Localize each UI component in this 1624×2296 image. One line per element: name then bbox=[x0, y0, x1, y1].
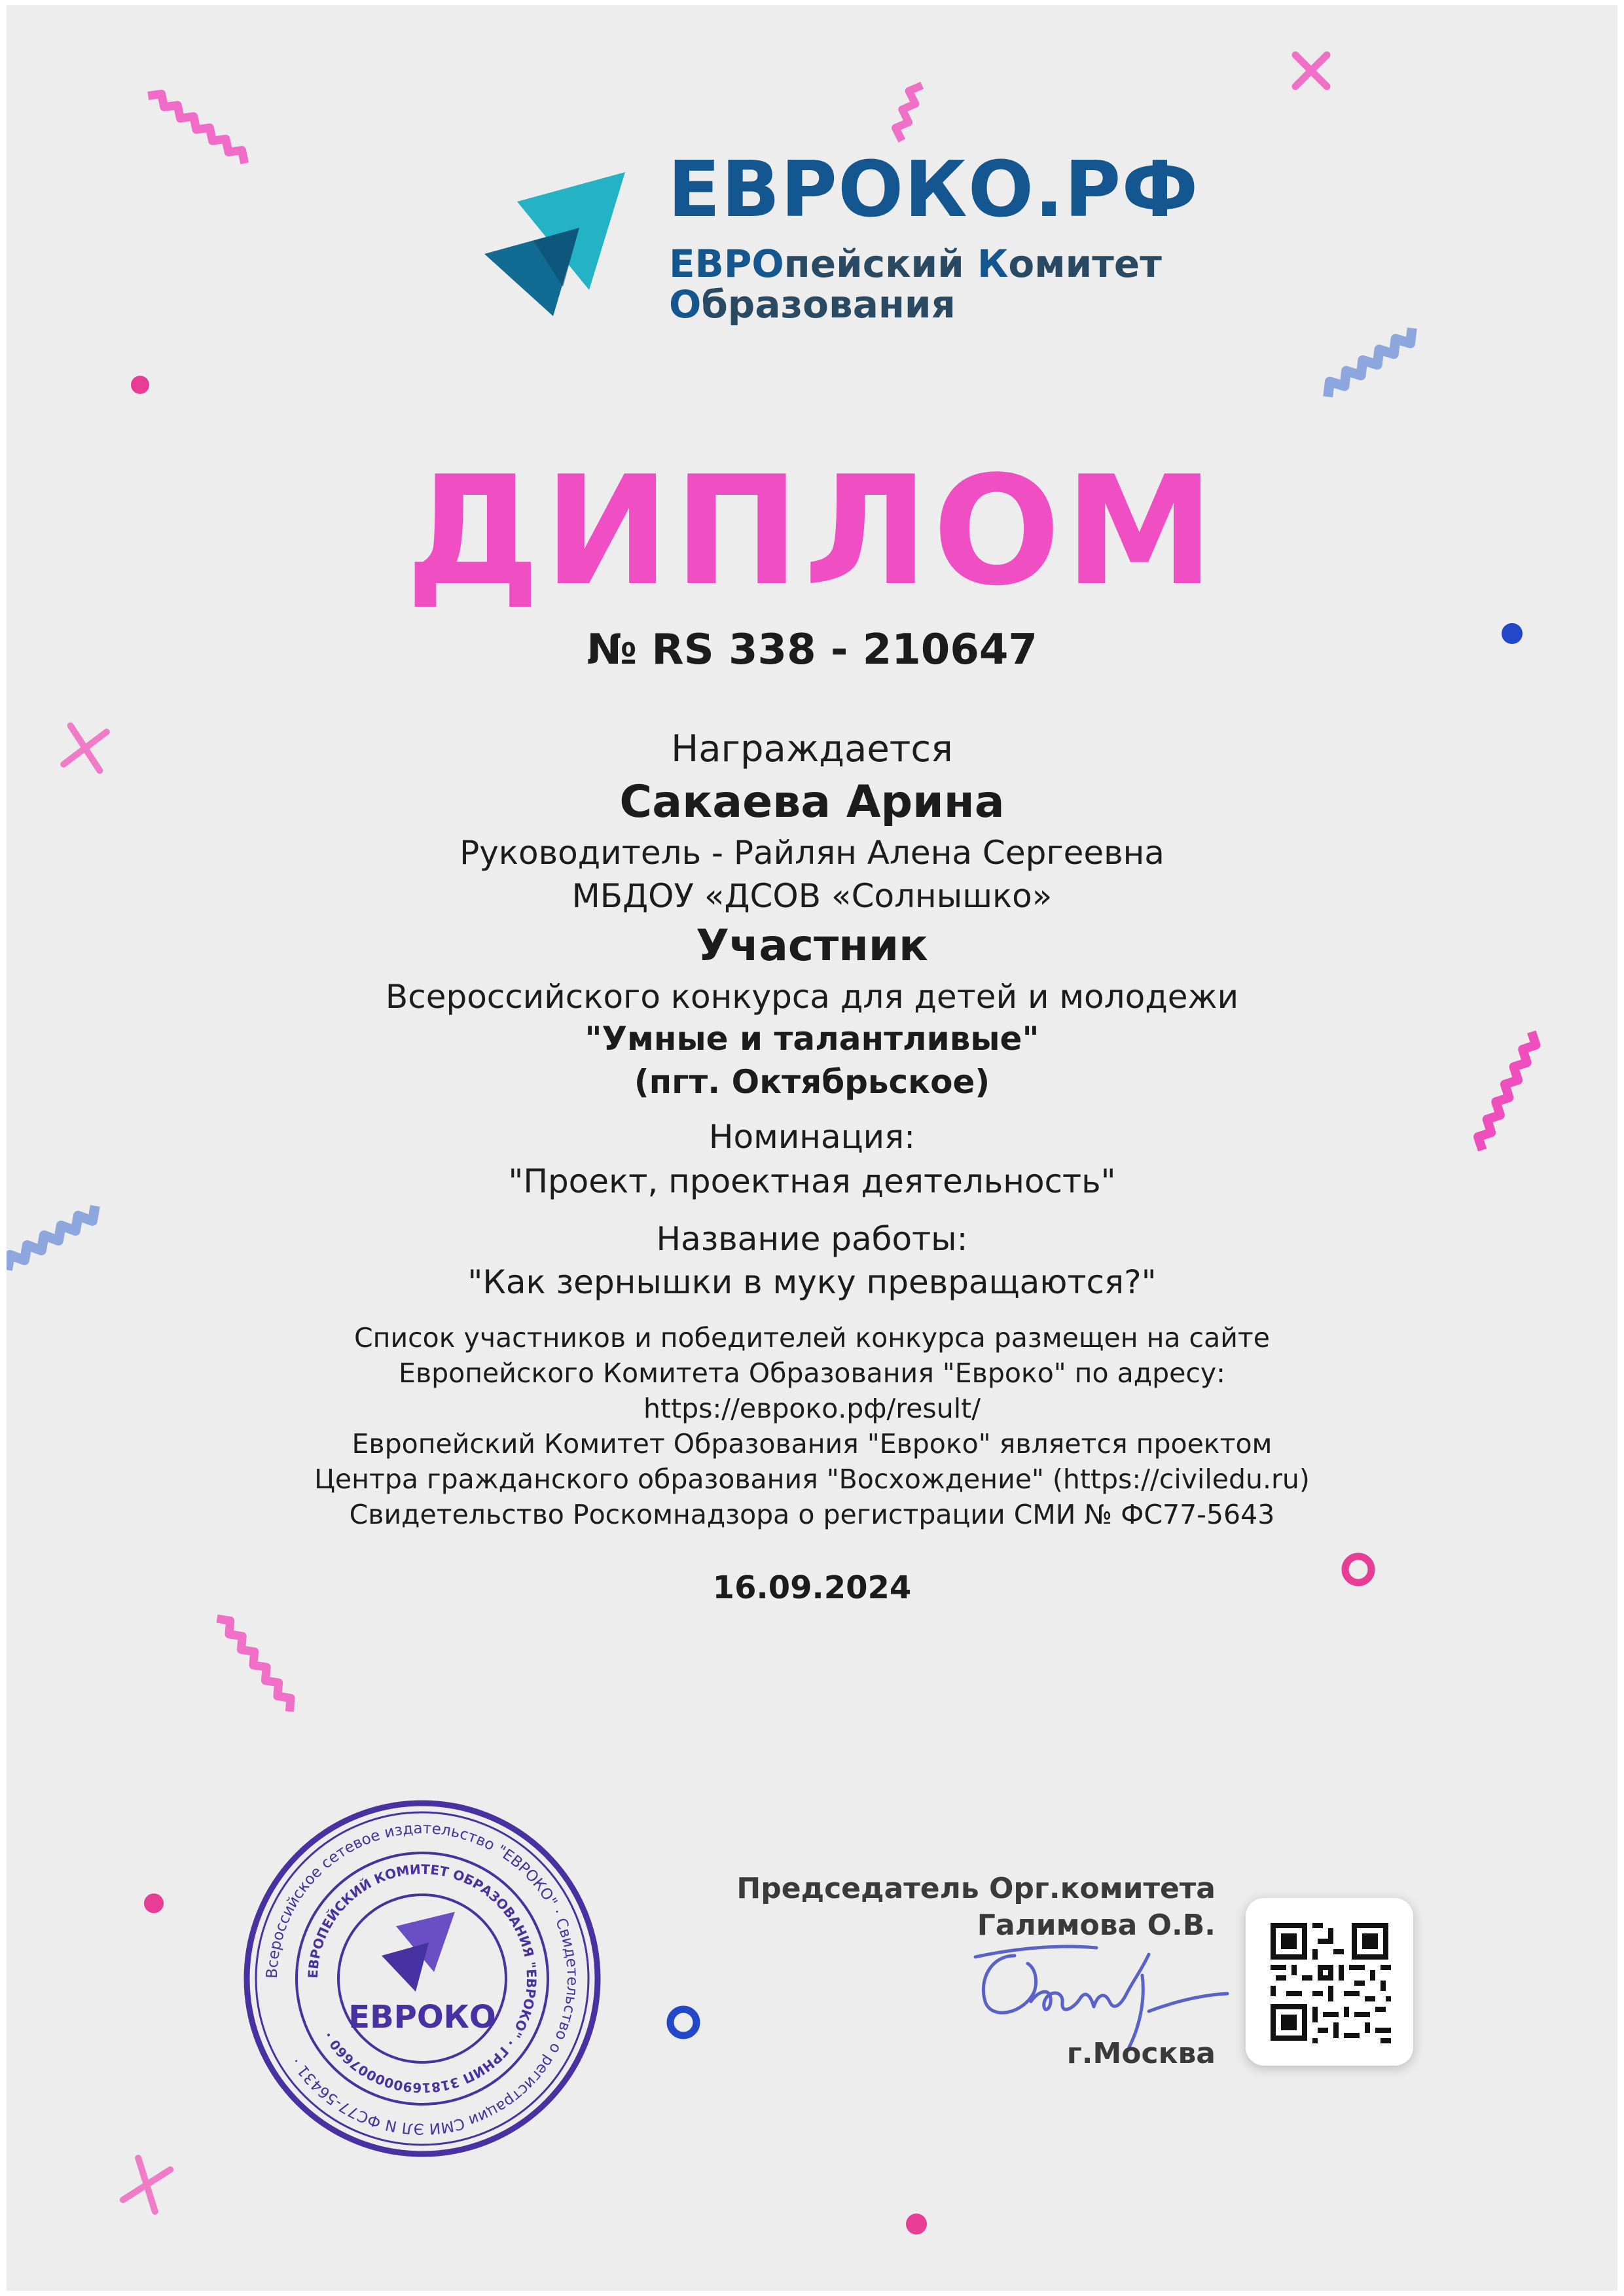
stamp-logo-icon bbox=[382, 1912, 455, 1992]
signature-city: г.Москва bbox=[1066, 2037, 1216, 2070]
diploma-number: № RS 338 - 210647 bbox=[586, 626, 1038, 674]
signature-position: Председатель Орг.комитета bbox=[736, 1872, 1216, 1905]
info-line: Центра гражданского образования "Восхождение" (https://civiledu.ru) bbox=[314, 1463, 1310, 1495]
signature-name: Галимова О.В. bbox=[977, 1909, 1216, 1942]
organization-stamp bbox=[239, 1795, 605, 2162]
nomination-label: Номинация: bbox=[708, 1118, 916, 1156]
contest-location: (пгт. Октябрьское) bbox=[634, 1063, 990, 1101]
nomination-value: "Проект, проектная деятельность" bbox=[508, 1162, 1116, 1200]
qr-code[interactable] bbox=[1246, 1898, 1413, 2066]
dot-pink-left bbox=[131, 376, 149, 394]
institution: МБДОУ «ДСОВ «Солнышко» bbox=[571, 877, 1053, 915]
dot-pink-bottom bbox=[906, 2214, 927, 2234]
logo-wordmark: ЕВРОКО.РФ bbox=[668, 144, 1199, 234]
logo-subtitle-line-2: Образования bbox=[669, 282, 956, 327]
issue-date: 16.09.2024 bbox=[712, 1570, 912, 1606]
status: Участник bbox=[696, 920, 928, 971]
stamp-outer-text: Всероссийское сетевое издательство "ЕВРОКО" · Свидетельство о регистрации СМИ ЭЛ N ФС77-56431 · bbox=[263, 1820, 581, 2138]
dot-pink-lower-left bbox=[144, 1893, 164, 1913]
x-confetti-pink-top-right bbox=[1295, 55, 1327, 86]
x-confetti-pink-bottom-left bbox=[123, 2158, 170, 2212]
info-line: Свидетельство Роскомнадзора о регистрации СМИ № ФС77-5643 bbox=[349, 1499, 1275, 1530]
stamp-inner-text: ЕВРОПЕЙСКИЙ КОМИТЕТ ОБРАЗОВАНИЯ "ЕВРОКО" · ГРНИП 318169000007660 · bbox=[304, 1861, 540, 2096]
zigzag-confetti-blue-top-right bbox=[1322, 328, 1418, 397]
evroko-logo-icon bbox=[481, 166, 632, 316]
info-line: Список участников и победителей конкурса размещен на сайте bbox=[354, 1322, 1270, 1354]
diploma-title: ДИПЛОМ bbox=[405, 444, 1219, 619]
diploma-page bbox=[7, 5, 1617, 2291]
stamp-center-text: ЕВРОКО bbox=[348, 1999, 496, 2036]
recipient-name: Сакаева Арина bbox=[619, 776, 1005, 828]
contest-line: Всероссийского конкурса для детей и молодежи bbox=[385, 978, 1239, 1016]
zigzag-confetti-pink-top-left bbox=[148, 88, 249, 164]
ring-blue-bottom bbox=[670, 2009, 696, 2036]
zigzag-confetti-pink-top-center bbox=[892, 82, 922, 141]
work-label: Название работы: bbox=[656, 1220, 968, 1258]
logo-subtitle-line-1: ЕВРОпейский Комитет bbox=[669, 242, 1162, 286]
zigzag-confetti-pink-lower-left bbox=[217, 1613, 297, 1712]
results-url: https://евроко.рф/result/ bbox=[643, 1393, 981, 1424]
work-value: "Как зернышки в муку превращаются?" bbox=[467, 1263, 1157, 1301]
qr-code-icon bbox=[1246, 1898, 1413, 2066]
contest-name: "Умные и талантливые" bbox=[585, 1020, 1039, 1058]
info-line: Европейский Комитет Образования "Евроко" является проектом bbox=[352, 1428, 1272, 1460]
supervisor: Руководитель - Райлян Алена Сергеевна bbox=[460, 834, 1164, 872]
info-line: Европейского Комитета Образования "Евроко" по адресу: bbox=[399, 1357, 1225, 1389]
awarded-label: Награждается bbox=[671, 728, 953, 770]
